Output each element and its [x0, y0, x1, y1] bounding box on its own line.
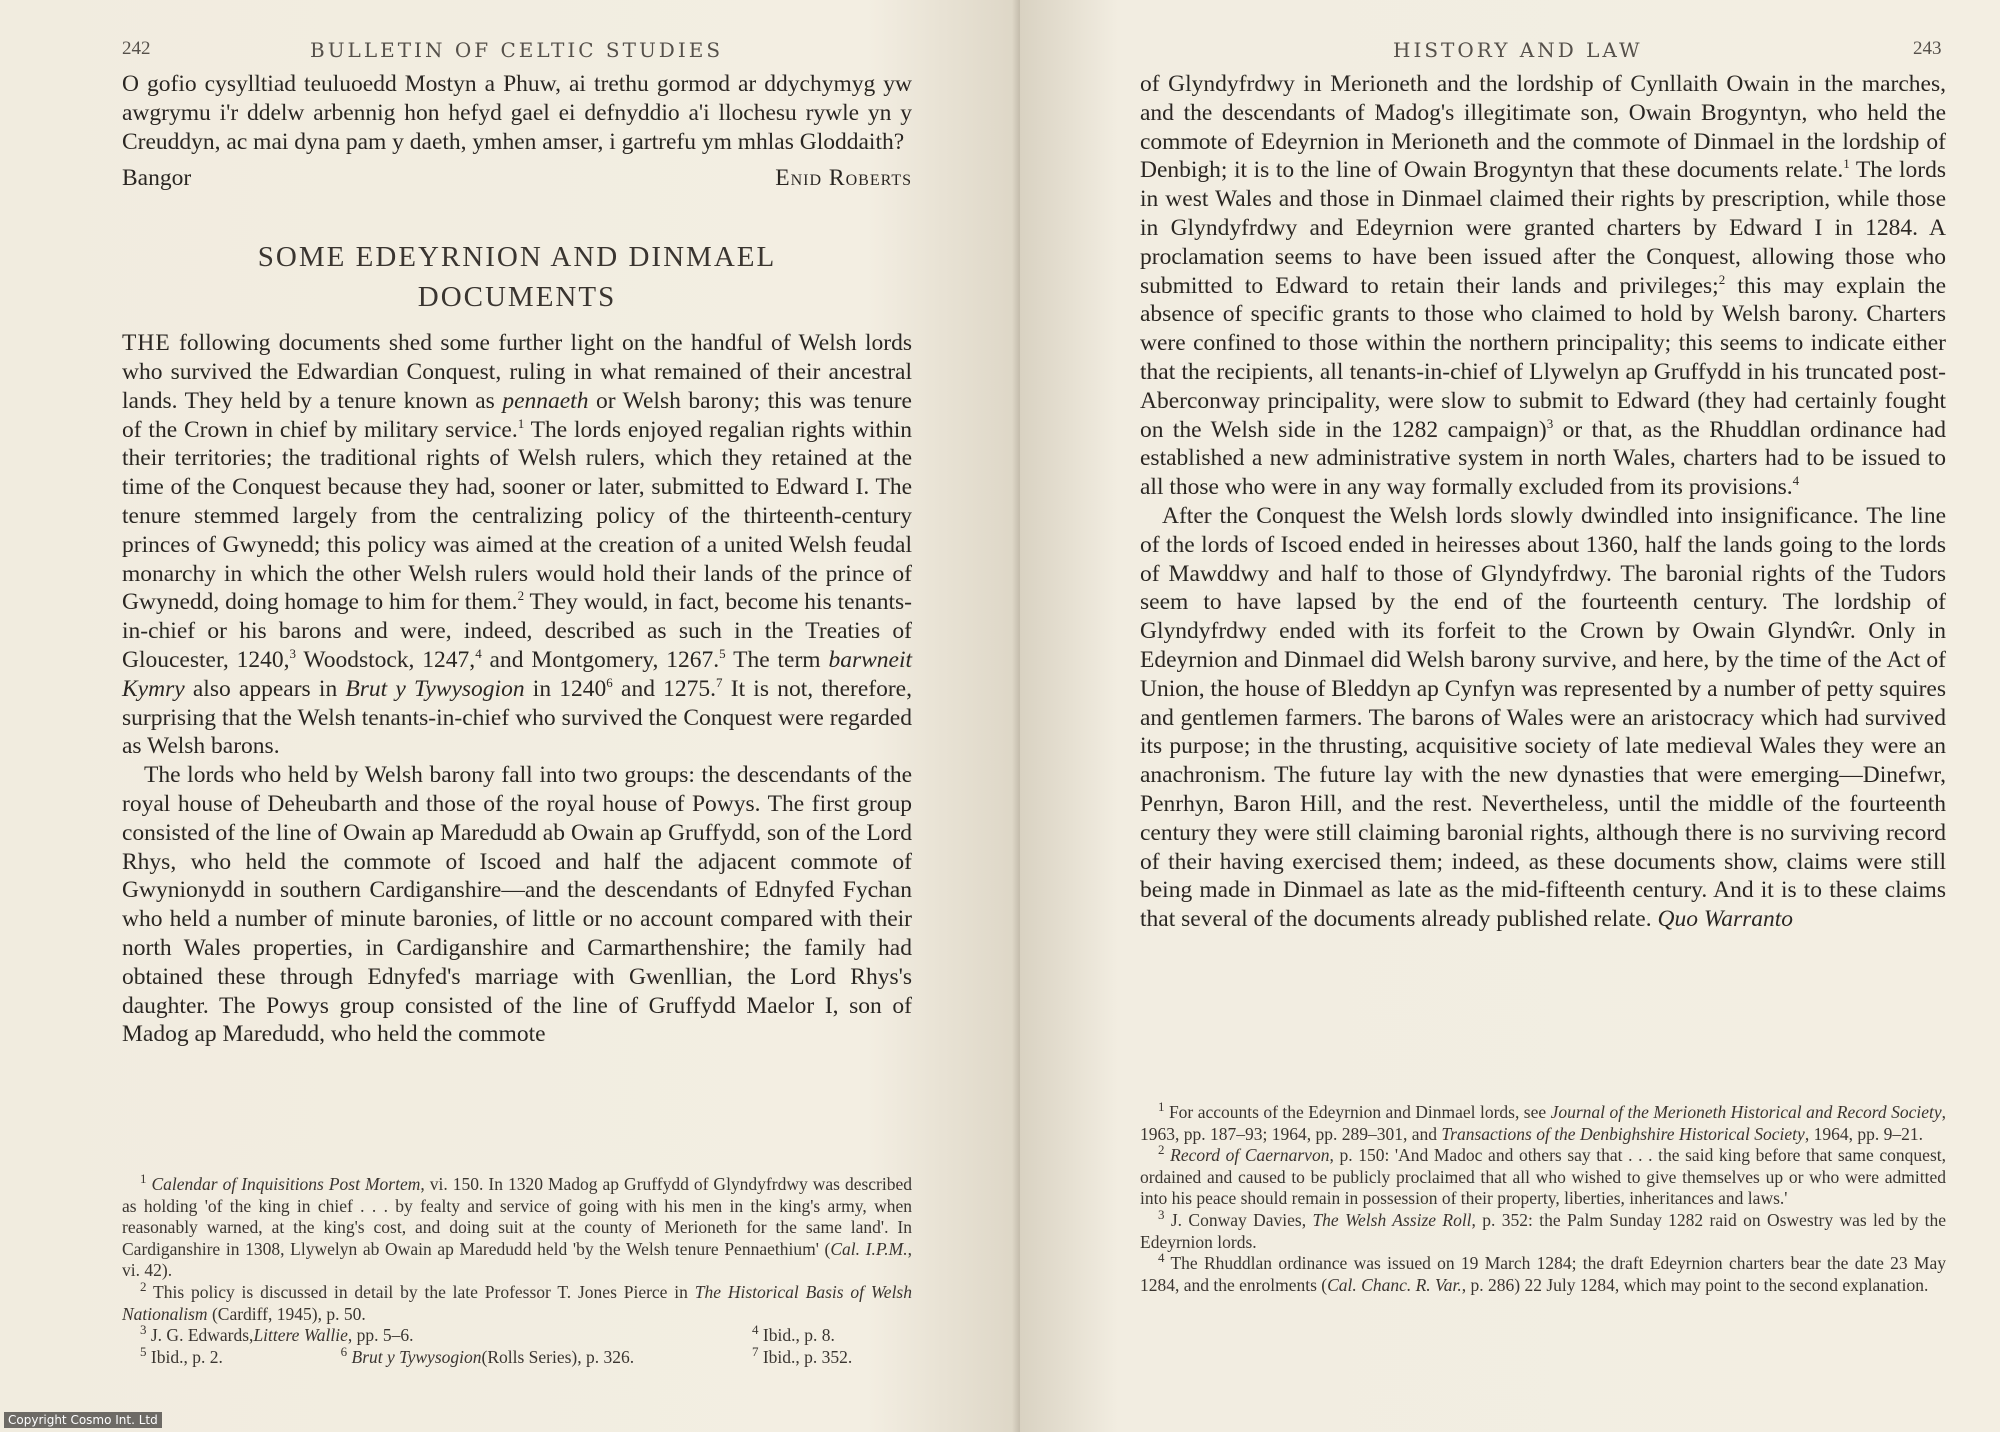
footnote-2-right: $^2$ Record of Caernarvon, p. 150: 'And Madoc and others say that . . . the said king before that same conquest, ordained and caused to be publicly proclaimed that all who wished to give themselves up or who were admitted into his peace should remain in possession of their property, liberties, inheritances and laws.'	[1140, 1142, 1947, 1209]
footnote-row-5-7	[122, 1343, 912, 1369]
footnote-4: $^4$ Ibid., p. 8.	[752, 1322, 835, 1346]
signature-place: Bangor	[122, 165, 192, 192]
footnote-2: $^2$ This policy is discussed in detail by the late Professor T. Jones Pierce in The Historical Basis of Welsh Nationalism (Cardiff, 1945), p. 50.	[122, 1279, 912, 1324]
running-head-right: HISTORY AND LAW	[1393, 38, 1643, 62]
signature	[122, 164, 912, 193]
left-page-text	[122, 70, 912, 1049]
footnote-ref: 4	[1792, 473, 1800, 489]
footnote-1: $^1$ Calendar of Inquisitions Post Mortem, vi. 150. In 1320 Madog ap Gruffydd of Glyndyfrdwy was described as holding 'of the king in chief . . . by fealty and service of going with his men in the king's army, when reasonably warned, at the king's cost, and doing suit at the county of Merioneth for the same land'. In Cardiganshire in 1308, Llywelyn ab Owain ap Maredudd held 'by the Welsh tenure Pennaethium' (Cal. I.P.M., vi. 42).	[122, 1171, 913, 1281]
page-number-right: 243	[1913, 38, 1942, 59]
body-paragraph-2: The lords who held by Welsh barony fall into two groups: the descendants of the royal house of Deheubarth and those of the royal house of Powys. The first group consisted of the line of Owain ap Maredudd ab Owain ap Gruffydd, son of the Lord Rhys, who held the commote of Iscoed and half the adjacent commote of Gwynionydd in southern Cardiganshire—and the descendants of Ednyfed Fychan who held a number of minute baronies, of little or no account compared with their north Wales properties, in Cardiganshire and Carmarthenshire; the family had obtained these through Ednyfed's marriage with Gwenllian, the Lord Rhys's daughter. The Powys group consisted of the line of Gruffydd Maelor I, son of Madog ap Maredudd, who held the commote	[122, 762, 912, 1048]
footnotes-left	[122, 1171, 913, 1368]
running-head-left: BULLETIN OF CELTIC STUDIES	[310, 38, 724, 62]
copyright-watermark: Copyright Cosmo Int. Ltd	[4, 1412, 162, 1428]
footnote-ref: 2	[517, 588, 525, 604]
footnote-ref: 1	[1843, 156, 1850, 172]
right-page-text	[1140, 70, 1946, 934]
footnote-ref: 3	[289, 646, 296, 662]
footnote-ref: 5	[719, 646, 726, 662]
body-paragraph-1-right: of Glyndyfrdwy in Merioneth and the lordship of Cynllaith Owain in the marches, and the descendants of Madog's illegitimate son, Owain Brogyntyn, who held the commote of Edeyrnion in Merioneth and the commote of Dinmael in the lordship of Denbigh; it is to the line of Owain Brogyntyn that these documents relate.$^1$ The lords in west Wales and those in Dinmael claimed their rights by prescription, while those in Glyndyfrdwy and Edeyrnion were granted charters by Edward I in 1284. A proclamation seems to have been issued after the Conquest, allowing those who submitted to Edward to retain their lands and privileges;$^2$ this may explain the absence of specific grants to those who claimed to hold by Welsh barony. Charters were confined to those within the northern principality; this seems to indicate either that the recipients, all tenants-in-chief of Llywelyn ap Gruffydd in his truncated post-Aberconway principality, were slow to submit to Edward (they had certainly fought on the Welsh side in the 1282 campaign)$^3$ or that, as the Rhuddlan ordinance had established a new administrative system in north Wales, charters had to be issued to all those who were in any way formally excluded from its provisions.$^4$	[1140, 71, 1947, 501]
footnote-ref: 1	[517, 415, 525, 431]
footnote-1-right: $^1$ For accounts of the Edeyrnion and Dinmael lords, see Journal of the Merioneth Historical and Record Society, 1963, pp. 187–93; 1964, pp. 289–301, and Transactions of the Denbighshire Historical Society, 1964, pp. 9–21.	[1140, 1099, 1947, 1144]
footnote-4-right: $^4$ The Rhuddlan ordinance was issued on 19 March 1284; the draft Edeyrnion charters bear the date 23 May 1284, and the enrolments (Cal. Chanc. R. Var., p. 286) 22 July 1284, which may point to the second explanation.	[1140, 1250, 1946, 1295]
article-title-line-1: SOME EDEYRNION AND DINMAEL	[257, 241, 777, 274]
footnote-3-right: $^3$ J. Conway Davies, The Welsh Assize Roll, p. 352: the Palm Sunday 1282 raid on Oswestry was led by the Edeyrnion lords.	[1140, 1207, 1946, 1252]
footnote-ref: 4	[475, 646, 482, 662]
footnote-ref: 2	[1718, 271, 1726, 287]
footnote-3: $^3$ J. G. Edwards,Littere Wallie, pp. 5–6.	[140, 1322, 414, 1346]
signature-name: Enid Roberts	[775, 165, 912, 192]
footnote-ref: 3	[1546, 415, 1554, 431]
body-paragraph-1: THE following documents shed some further light on the handful of Welsh lords who survived the Edwardian Conquest, ruling in what remained of their ancestral lands. They held by a tenure known as pennaeth or Welsh barony; this was tenure of the Crown in chief by military service.$^1$ The lords enjoyed regalian rights within their territories; the traditional rights of Welsh rulers, which they retained at the time of the Conquest because they had, sooner or later, submitted to Edward I. The tenure stemmed largely from the centralizing policy of the thirteenth-century princes of Gwynedd; this policy was aimed at the creation of a united Welsh feudal monarchy in which the other Welsh rulers would hold their lands of the prince of Gwynedd, doing homage to him for them.$^2$ They would, in fact, become his tenants-in-chief or his barons and were, indeed, described as such in the Treaties of Gloucester, 1240,$^3$ Woodstock, 1247,$^4$ and Montgomery, 1267.$^5$ The term barwneit Kymry also appears in Brut y Tywysogion in 1240$^6$ and 1275.$^7$ It is not, therefore, surprising that the Welsh tenants-in-chief who survived the Conquest were regarded as Welsh barons.	[122, 330, 912, 760]
body-paragraph-2-right: After the Conquest the Welsh lords slowly dwindled into insignificance. The line of the lords of Iscoed ended in heiresses about 1360, half the lands going to the lords of Mawddwy and half to those of Glyndyfrdwy. The baronial rights of the Tudors seem to have lapsed by the end of the fourteenth century. The lordship of Glyndyfrdwy ended with its forfeit to the Crown by Owain Glyndŵr. Only in Edeyrnion and Dinmael did Welsh barony survive, and here, by the time of the Act of Union, the house of Bleddyn ap Cynfyn was represented by a number of petty squires and gentlemen farmers. The barons of Wales were an aristocracy which had survived its purpose; in the thrusting, acquisitive society of late medieval Wales they were an anachronism. The future lay with the new dynasties that were emerging—Dinefwr, Penrhyn, Baron Hill, and the rest. Nevertheless, until the middle of the fourteenth century they were still claiming baronial rights, although there is no surviving record of their having exercised them; indeed, as these documents show, claims were still being made in Dinmael as late as the mid-fifteenth century. And it is to these claims that several of the documents already published relate. Quo Warranto	[1140, 502, 1946, 933]
footnote-ref: 6	[606, 674, 613, 690]
footnote-7: $^7$ Ibid., p. 352.	[751, 1343, 853, 1367]
dropcap: THE	[122, 330, 171, 357]
footnote-ref: 7	[716, 674, 723, 690]
footnote-row-3-4	[122, 1322, 912, 1347]
footnote-6: $^6$ Brut y Tywysogion(Rolls Series), p. 326.	[340, 1343, 635, 1367]
footnotes-right	[1140, 1099, 1947, 1296]
intro-paragraph: O gofio cysylltiad teuluoedd Mostyn a Phuw, ai trethu gormod ar ddychymyg yw awgrymu i'r ddelw arbennig hon hefyd gael ei defnyddio a'i llochesu rywle yn y Creuddyn, ac mai dyna pam y daeth, ymhen amser, i gartrefu ym mhlas Gloddaith?	[122, 71, 912, 155]
right-page	[1020, 0, 2000, 1432]
footnote-5: $^5$ Ibid., p. 2.	[140, 1343, 223, 1367]
article-title-line-2: DOCUMENTS	[417, 281, 617, 314]
page-number-left: 242	[122, 38, 151, 59]
article-title	[122, 237, 912, 317]
